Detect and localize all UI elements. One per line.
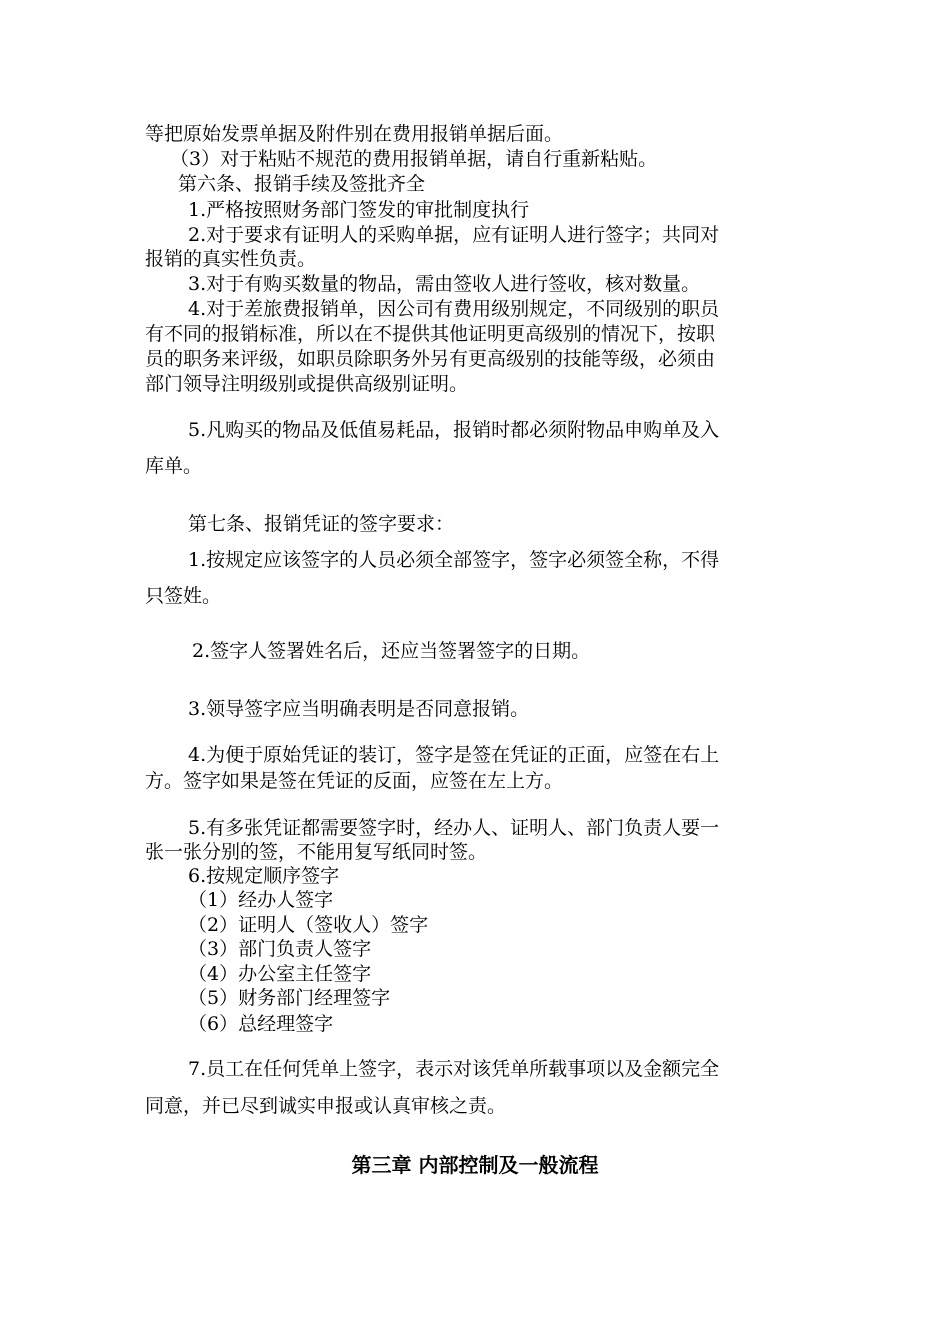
- text-line: 5.有多张凭证都需要签字时，经办人、证明人、部门负责人要一: [188, 817, 720, 839]
- text-line: 1.严格按照财务部门签发的审批制度执行: [188, 199, 530, 221]
- list-item: （6）总经理签字: [188, 1013, 334, 1035]
- text-line: 有不同的报销标准，所以在不提供其他证明更高级别的情况下，按职: [145, 323, 716, 345]
- text-line: 3.领导签字应当明确表明是否同意报销。: [188, 698, 530, 720]
- list-item: （4）办公室主任签字: [188, 963, 372, 985]
- text-line: （3）对于粘贴不规范的费用报销单据，请自行重新粘贴。: [170, 148, 658, 170]
- section-heading: 第七条、报销凭证的签字要求：: [188, 513, 455, 535]
- text-line: 4.为便于原始凭证的装订，签字是签在凭证的正面，应签在右上: [188, 744, 720, 766]
- text-line: 1.按规定应该签字的人员必须全部签字，签字必须签全称，不得: [188, 549, 720, 571]
- list-item: （3）部门负责人签字: [188, 938, 372, 960]
- text-line: 等把原始发票单据及附件别在费用报销单据后面。: [145, 123, 564, 145]
- text-line: 同意，并已尽到诚实申报或认真审核之责。: [145, 1095, 507, 1117]
- section-heading: 第六条、报销手续及签批齐全: [178, 173, 426, 195]
- list-item: （1）经办人签字: [188, 889, 334, 911]
- list-item: （2）证明人（签收人）签字: [188, 914, 429, 936]
- text-line: 5.凡购买的物品及低值易耗品，报销时都必须附物品申购单及入: [188, 419, 720, 441]
- text-line: 只签姓。: [145, 585, 222, 607]
- text-line: 4.对于差旅费报销单，因公司有费用级别规定，不同级别的职员: [188, 298, 720, 320]
- text-line: 部门领导注明级别或提供高级别证明。: [145, 373, 469, 395]
- text-line: 2.签字人签署姓名后，还应当签署签字的日期。: [192, 640, 591, 662]
- text-line: 6.按规定顺序签字: [188, 865, 340, 887]
- text-line: 7.员工在任何凭单上签字，表示对该凭单所载事项以及金额完全: [188, 1058, 720, 1080]
- chapter-title: 第三章 内部控制及一般流程: [351, 1153, 599, 1177]
- text-line: 员的职务来评级，如职员除职务外另有更高级别的技能等级，必须由: [145, 348, 716, 370]
- text-line: 3.对于有购买数量的物品，需由签收人进行签收，核对数量。: [188, 273, 701, 295]
- text-line: 方。签字如果是签在凭证的反面，应签在左上方。: [145, 770, 564, 792]
- text-line: 2.对于要求有证明人的采购单据，应有证明人进行签字；共同对: [188, 224, 720, 246]
- text-line: 库单。: [145, 455, 203, 477]
- text-line: 张一张分别的签，不能用复写纸同时签。: [145, 841, 488, 863]
- list-item: （5）财务部门经理签字: [188, 987, 391, 1009]
- text-line: 报销的真实性负责。: [145, 248, 317, 270]
